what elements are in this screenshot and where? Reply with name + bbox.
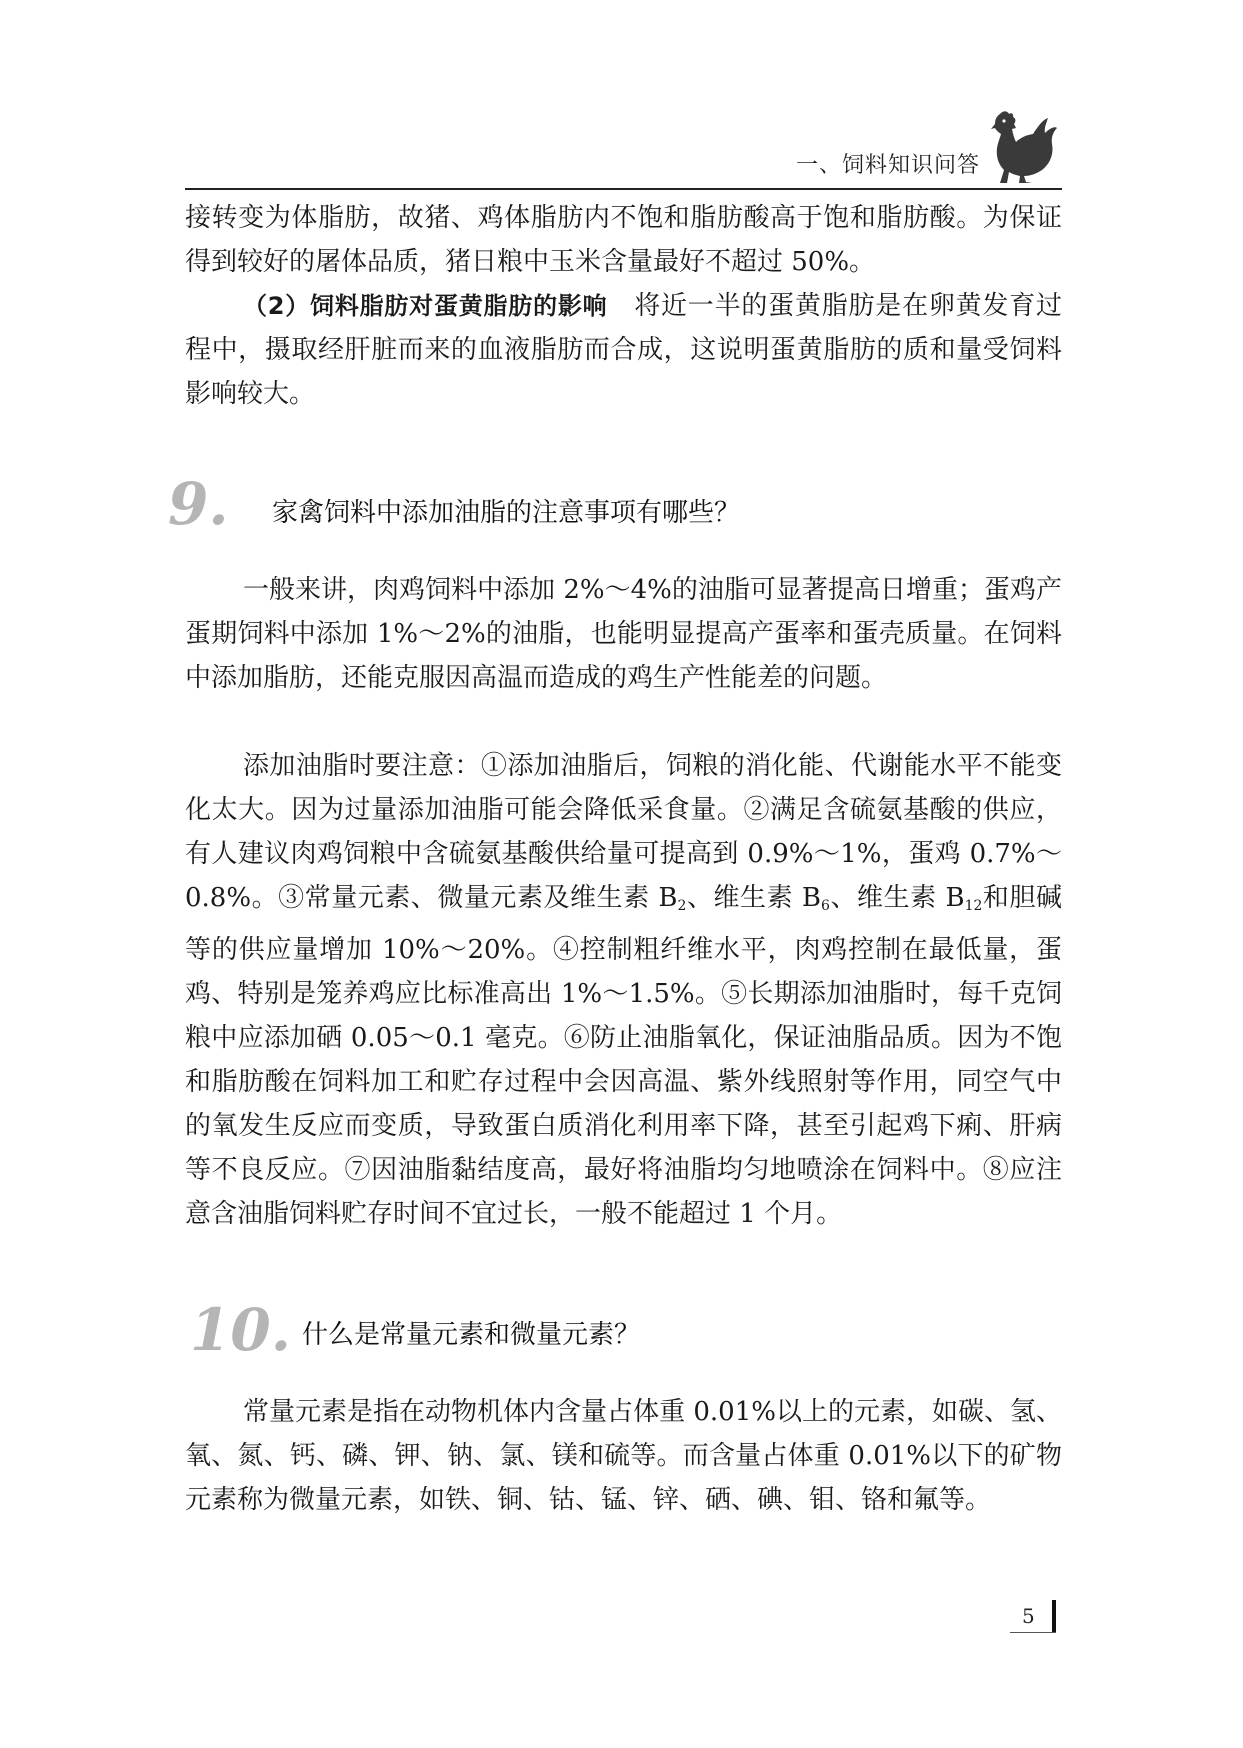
- intro-paragraph-2: [185, 284, 1062, 416]
- q9-para2-part-b: 、维生素 B: [686, 883, 822, 913]
- question-9-number: 9.: [168, 470, 229, 538]
- running-header: [185, 100, 1062, 190]
- q9-para2-part-a: 添加油脂时要注意：①添加油脂后，饲粮的消化能、代谢能水平不能变化太大。因为过量添加油脂可能会降低采食量。②满足含硫氨基酸的供应，有人建议肉鸡饲粮中含硫氨基酸供给量可提高到 0.9%～1%，蛋鸡 0.7%～0.8%。③常量元素、微量元素及维生素 B: [185, 751, 1062, 913]
- page-number-rule: [1010, 1632, 1056, 1633]
- hen-icon: [986, 108, 1058, 184]
- question-10-number: 10.: [190, 1296, 291, 1364]
- intro-paragraph-1: 接转变为体脂肪，故猪、鸡体脂肪内不饱和脂肪酸高于饱和脂肪酸。为保证得到较好的屠体品质，猪日粮中玉米含量最好不超过 50%。: [185, 203, 1062, 277]
- page-number: 5: [1022, 1604, 1035, 1628]
- q9-paragraph-2: [185, 744, 1062, 1236]
- q10-paragraph-1: 常量元素是指在动物机体内含量占体重 0.01%以上的元素，如碳、氢、氧、氮、钙、磷、钾、钠、氯、镁和硫等。而含量占体重 0.01%以下的矿物元素称为微量元素，如铁、铜、钴、锰、锌、硒、碘、钼、铬和氟等。: [185, 1397, 1062, 1515]
- q9-para2-part-c: 、维生素 B: [829, 883, 965, 913]
- q9-para2-part-d: 和胆碱等的供应量增加 10%～20%。④控制粗纤维水平，肉鸡控制在最低量，蛋鸡、特别是笼养鸡应比标准高出 1%～1.5%。⑤长期添加油脂时，每千克饲粮中应添加硒 0.05～0.1 毫克。⑥防止油脂氧化，保证油脂品质。因为不饱和脂肪酸在饲料加工和贮存过程中会因高温、紫外线照射等作用，同空气中的氧发生反应而变质，导致蛋白质消化利用率下降，甚至引起鸡下痢、肝病等不良反应。⑦因油脂黏结度高，最好将油脂均匀地喷涂在饲料中。⑧应注意含油脂饲料贮存时间不宜过长，一般不能超过 1 个月。: [185, 883, 1062, 1229]
- q9-paragraph-1: 一般来讲，肉鸡饲料中添加 2%～4%的油脂可显著提高日增重；蛋鸡产蛋期饲料中添加 1%～2%的油脂，也能明显提高产蛋率和蛋壳质量。在饲料中添加脂肪，还能克服因高温而造成的鸡生产性能差的问题。: [185, 575, 1062, 693]
- question-10-title: 什么是常量元素和微量元素？: [302, 1320, 641, 1350]
- page-number-bar: [1052, 1600, 1056, 1632]
- section-heading-egg-yolk: （2）饲料脂肪对蛋黄脂肪的影响: [243, 292, 608, 320]
- subscript-12: 12: [964, 898, 983, 914]
- chapter-title: 一、饲料知识问答: [795, 153, 980, 178]
- subscript-2: 2: [677, 898, 687, 914]
- intro-paragraph-2-body: 将近一半的蛋黄脂肪是在卵黄发育过程中，摄取经肝脏而来的血液脂肪而合成，这说明蛋黄脂肪的质和量受饲料影响较大。: [185, 291, 1062, 409]
- subscript-6: 6: [821, 898, 830, 914]
- question-9-title: 家禽饲料中添加油脂的注意事项有哪些？: [272, 498, 741, 528]
